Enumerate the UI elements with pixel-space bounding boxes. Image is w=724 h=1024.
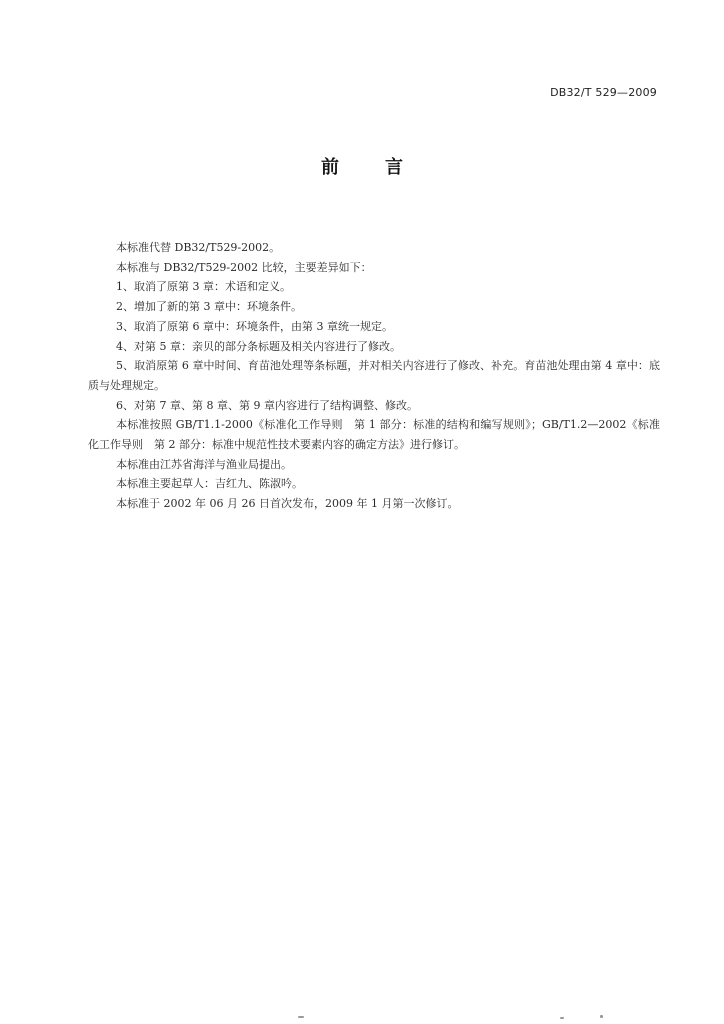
list-item-3: 3、取消了原第 6 章中：环境条件，由第 3 章统一规定。 (116, 319, 393, 333)
paragraph-publication: 本标准于 2002 年 06 月 26 日首次发布，2009 年 1 月第一次修订。 (116, 497, 459, 511)
paragraph-proposer: 本标准由江苏省海洋与渔业局提出。 (116, 457, 292, 471)
paragraph-drafters: 本标准主要起草人：吉红九、陈淑吟。 (116, 477, 303, 491)
paragraph-comparison: 本标准与 DB32/T529-2002 比较，主要差异如下： (116, 260, 372, 274)
list-item-2: 2、增加了新的第 3 章中：环境条件。 (116, 300, 302, 314)
paragraph-replaces: 本标准代替 DB32/T529-2002。 (116, 241, 281, 254)
foreword-body (88, 238, 660, 514)
list-item-1: 1、取消了原第 3 章：术语和定义。 (116, 280, 291, 294)
list-item-6: 6、对第 7 章、第 8 章、第 9 章内容进行了结构调整、修改。 (116, 398, 418, 412)
scan-specks (0, 1014, 724, 1024)
document-code: DB32/T 529—2009 (550, 86, 657, 99)
paragraph-drafting-basis: 本标准按照 GB/T1.1-2000《标准化工作导则 第 1 部分：标准的结构和编写规则》；GB/T1.2—2002《标准化工作导则 第 2 部分：标准中规范性技术要素内容的确定方法》进行修订。 (88, 418, 660, 452)
list-item-4: 4、对第 5 章：亲贝的部分条标题及相关内容进行了修改。 (116, 339, 401, 353)
page-title: 前言 (321, 157, 449, 178)
list-item-5: 5、取消原第 6 章中时间、育苗池处理等条标题，并对相关内容进行了修改、补充。育苗池处理由第 4 章中：底质与处理规定。 (88, 359, 660, 392)
